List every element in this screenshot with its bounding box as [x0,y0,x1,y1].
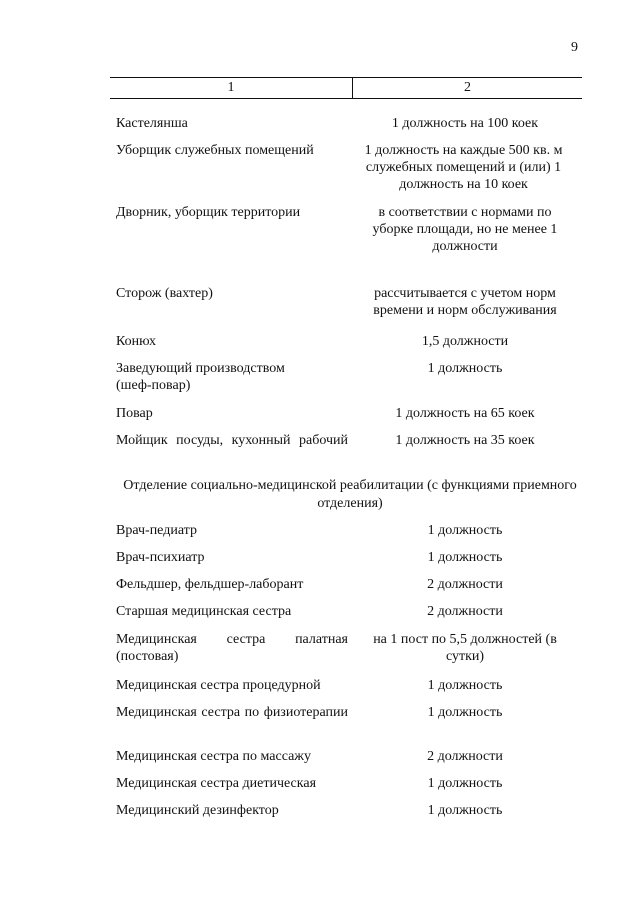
staffing-norm: на 1 пост по 5,5 должностей (в сутки) [373,632,557,664]
table-row [116,576,582,593]
position-name: Конюх [116,334,157,349]
position-name: Сторож (вахтер) [116,286,213,301]
position-name: Фельдшер, фельдшер-лаборант [116,577,304,592]
table-row [116,285,582,319]
table-row [116,522,582,539]
position-name: Медицинская сестра диетическая [116,776,317,791]
staffing-norm: 1 должность на 35 коек [395,433,535,448]
position-name: Уборщик служебных помещений [116,143,314,158]
table-row [116,603,582,620]
staffing-norm: в соответствии с нормами по уборке площади, но не менее 1 должности [372,205,558,254]
section-title: Отделение социально-медицинской реабилитации (с функциями приемного отделения) [123,478,577,511]
staffing-norm: 1,5 должности [421,334,509,349]
staffing-norm: 1 должность на каждые 500 кв. м служебных помещений и (или) 1 должность на 10 коек [364,143,563,192]
staffing-norm: 1 должность [427,705,503,720]
staffing-norm: 1 должность [427,776,503,791]
staffing-norm: 2 должности [427,577,503,592]
staffing-norm: 1 должность [427,550,503,565]
table-row [116,360,582,394]
column-1-header: 1 [110,78,353,98]
table-row [116,142,582,193]
staffing-norm: 2 должности [427,604,503,619]
position-name: Медицинская сестра по физиотерапии [116,705,348,720]
table-row [116,704,582,721]
table-row [116,631,582,665]
staffing-norm: рассчитывается с учетом норм времени и норм обслуживания [373,286,557,318]
staffing-norm: 2 должности [427,749,503,764]
page-number: 9 [571,40,578,55]
staffing-norm: 1 должность на 100 коек [391,116,539,131]
staffing-norm: 1 должность [427,678,503,693]
table-row [116,115,582,132]
table-row [116,405,582,422]
table-row [116,802,582,819]
staffing-norm: 1 должность [427,523,503,538]
table-row [116,333,582,350]
position-name: Медицинский дезинфектор [116,803,279,818]
position-name: Мойщик посуды, кухонный рабочий [116,433,348,448]
position-name: Медицинская сестра по массажу [116,749,311,764]
table-row [116,748,582,765]
staffing-norm: 1 должность [427,361,503,376]
position-name: Заведующий производством (шеф-повар) [116,361,285,393]
table-row [116,432,582,449]
table-row [116,677,582,694]
position-name: Медицинская сестра палатная (постовая) [116,632,348,664]
column-2-header: 2 [464,80,471,95]
table-row [116,775,582,792]
table-header [110,77,582,99]
position-name: Повар [116,406,153,421]
staffing-norm: 1 должность на 65 коек [395,406,535,421]
position-name: Старшая медицинская сестра [116,604,292,619]
table-row [116,549,582,566]
table-row [116,204,582,255]
staffing-norm: 1 должность [427,803,503,818]
position-name: Врач-психиатр [116,550,205,565]
position-name: Кастелянша [116,116,188,131]
position-name: Дворник, уборщик территории [116,205,301,220]
position-name: Врач-педиатр [116,523,197,538]
position-name: Медицинская сестра процедурной [116,678,321,693]
